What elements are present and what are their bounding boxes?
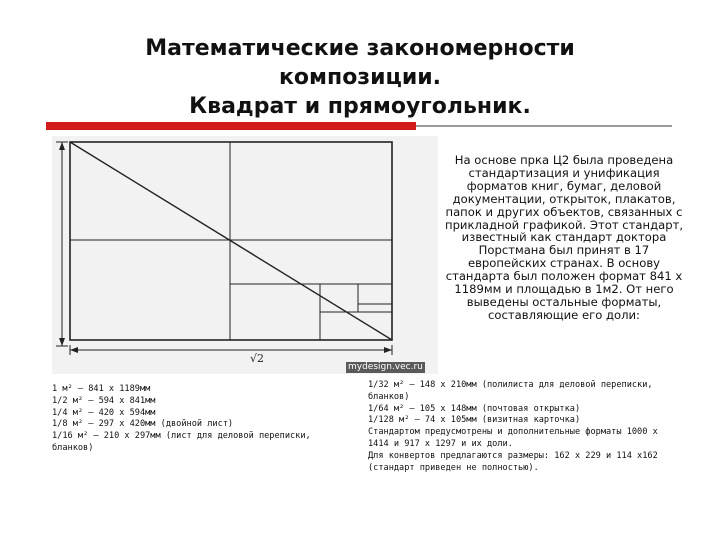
formats-list-right [368, 380, 672, 474]
list-item: 1/8 м² — 297 х 420мм (двойной лист) [52, 419, 234, 430]
formats-list-left [52, 384, 352, 455]
list-item: 1/4 м² — 420 х 594мм [52, 407, 156, 418]
accent-bar [46, 122, 416, 130]
title-line-2: композиции. [278, 65, 442, 90]
list-item: 1/2 м² — 594 х 841мм [52, 395, 156, 406]
divider-line [416, 125, 672, 127]
list-item: 1/32 м² — 148 х 210мм (полилиста для деловой переписки, бланков) [368, 380, 653, 402]
list-item: 1/128 м² — 74 х 105мм (визитная карточка) [368, 415, 581, 426]
description-text: На основе прка Ц2 была проведена стандартизация и унификация форматов книг, бумаг, деловой документации, открыток, плакатов, папок и других объектов, связанных с прикладной графикой. Этот стандарт, известный как стандарт доктора Порстмана был принят в 17 европейских странах. В основу стандарта был положен формат 841 х 1189мм и площадью в 1м2. От него выведены остальные форматы, составляющие его доли: [444, 153, 684, 322]
list-item: Стандартом предусмотрены и дополнительные форматы 1000 х 1414 и 917 х 1297 и их доли. [368, 427, 658, 449]
slide-title [100, 34, 620, 121]
list-item: Для конвертов предлагаются размеры: 162 х 229 и 114 х162 (стандарт приведен не полностью). [368, 450, 658, 473]
list-item: 1/64 м² — 105 х 148мм (почтовая открытка) [368, 403, 581, 414]
watermark: mydesign.vec.ru [348, 362, 423, 372]
title-line-1: Математические закономерности [145, 36, 575, 61]
format-diagram-svg [52, 136, 438, 374]
root-two-label: √2 [250, 352, 265, 365]
list-item: 1 м² — 841 х 1189мм [52, 384, 151, 394]
list-item: 1/16 м² — 210 х 297мм (лист для деловой переписки, бланков) [52, 431, 311, 453]
title-line-3: Квадрат и прямоугольник. [189, 94, 531, 119]
format-diagram [52, 136, 438, 374]
